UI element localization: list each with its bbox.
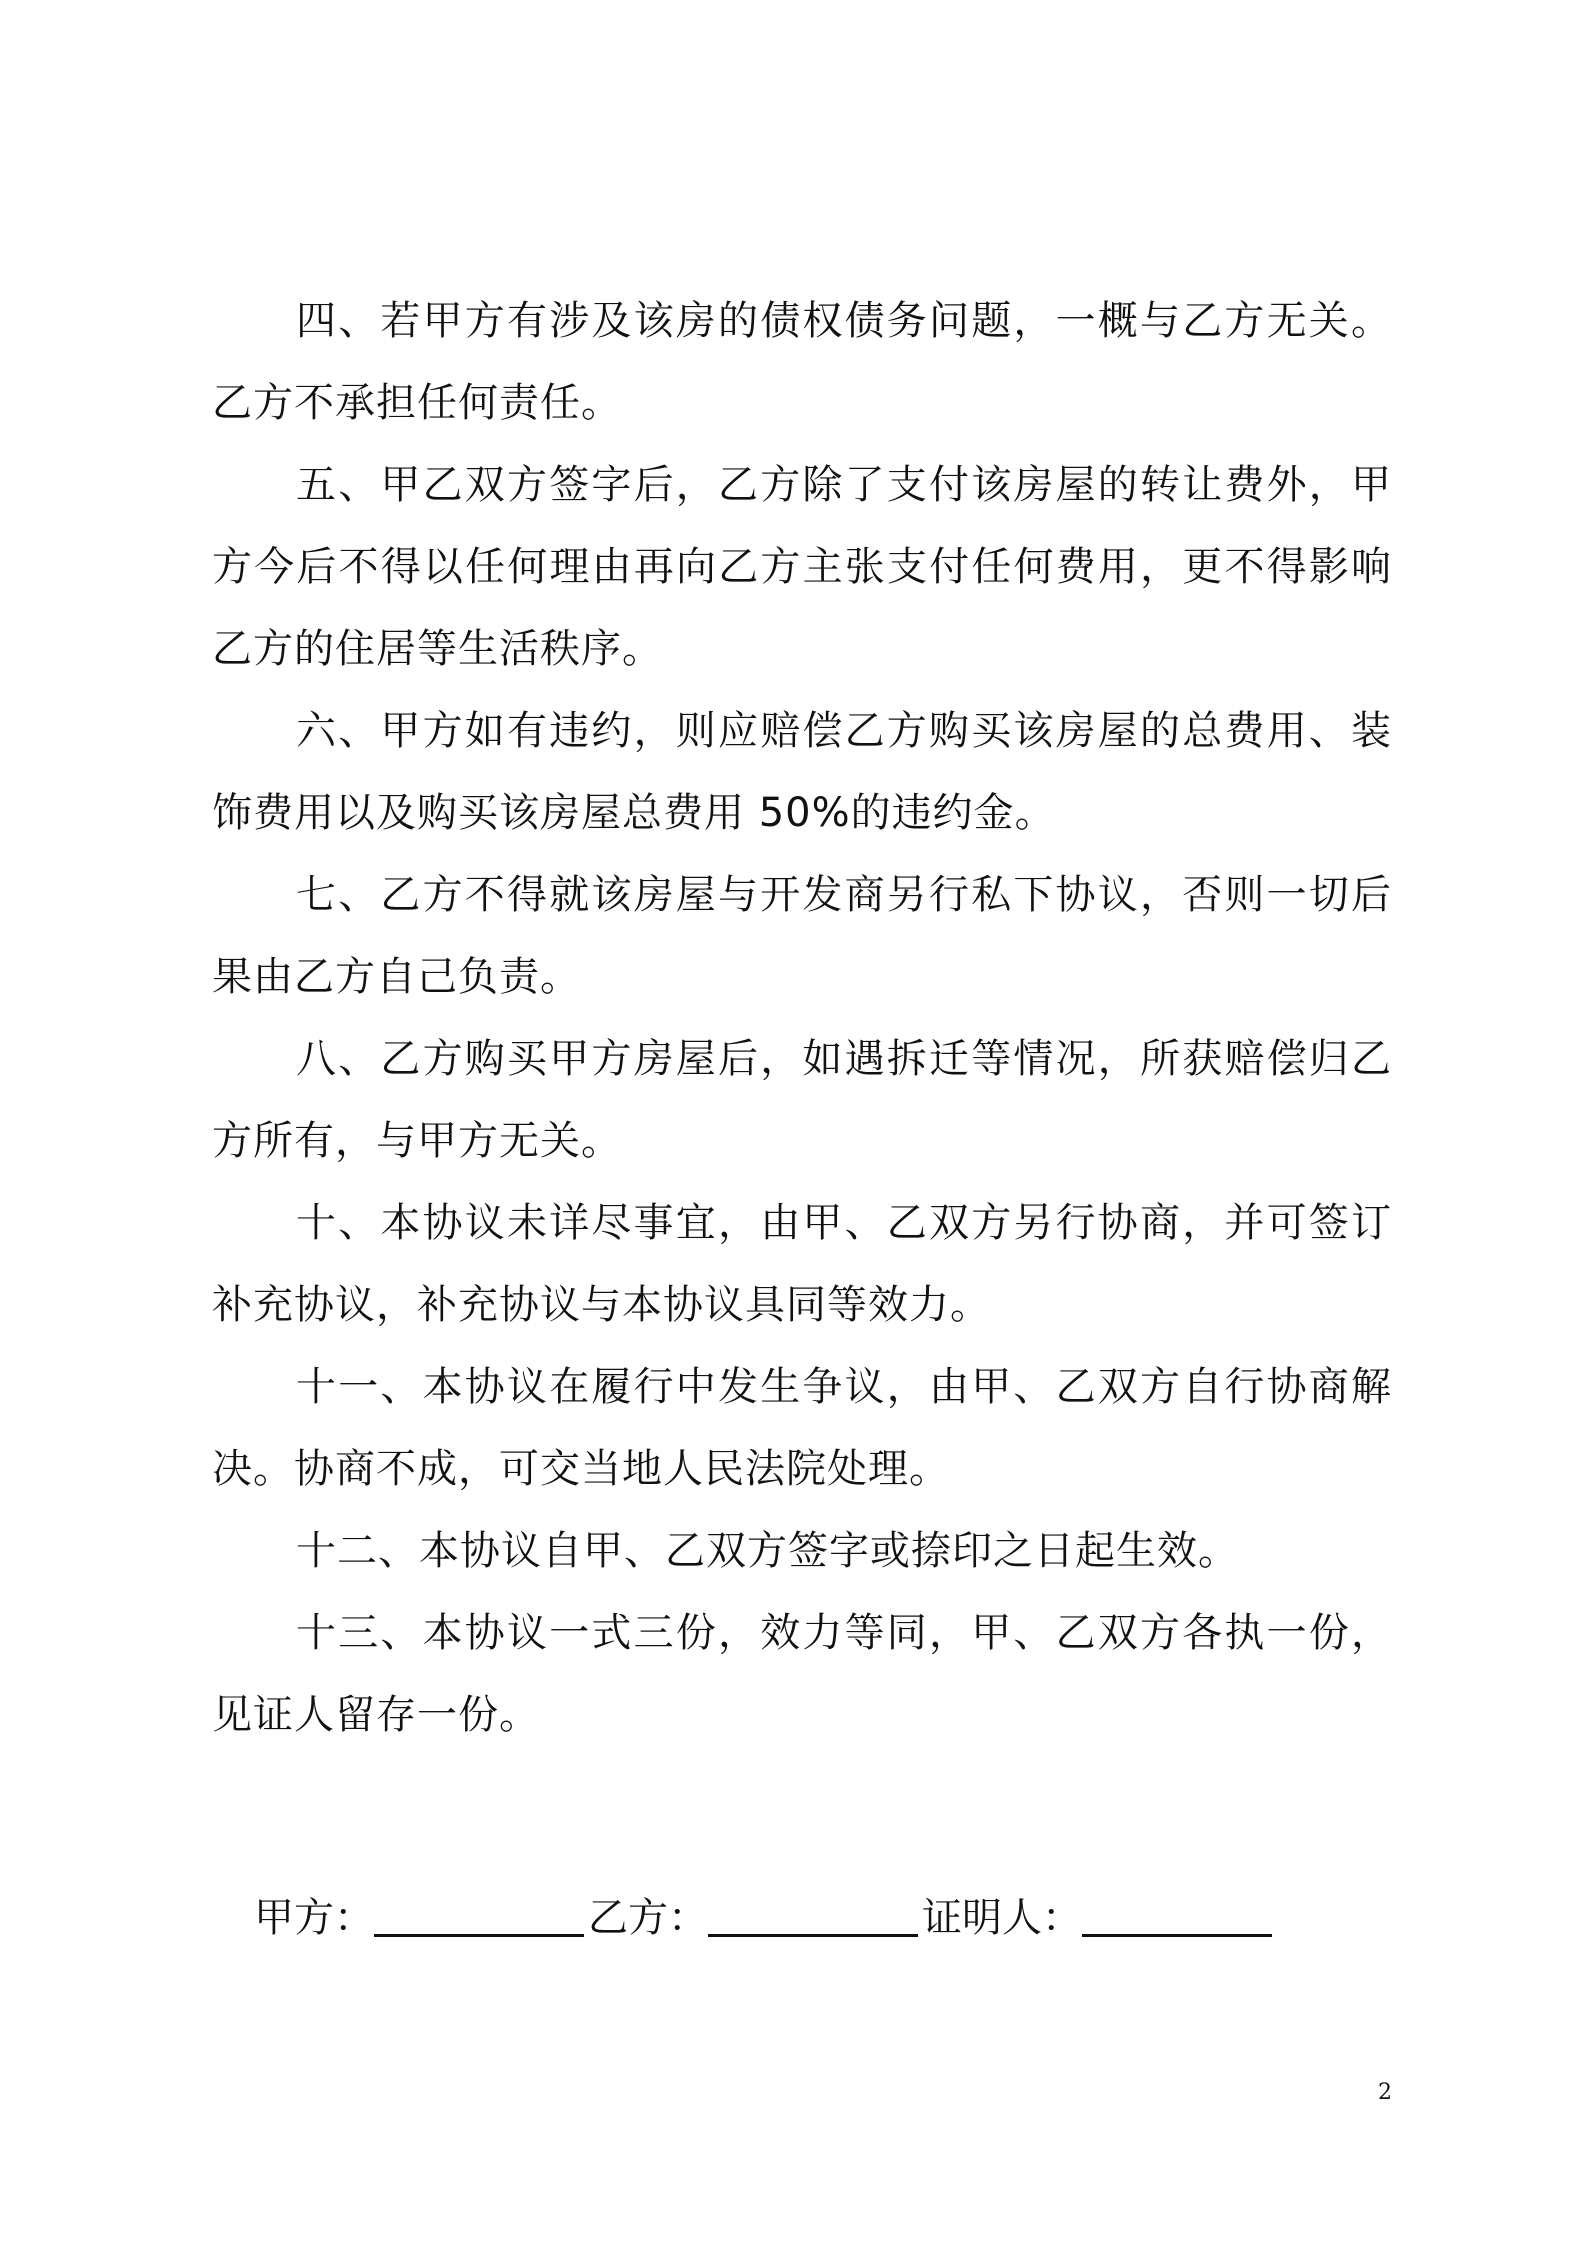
party-a-signature-blank bbox=[374, 1888, 584, 1937]
witness-label: 证明人： bbox=[922, 1895, 1082, 1941]
page-number: 2 bbox=[1378, 2080, 1392, 2105]
clause-5: 五、甲乙双方签字后，乙方除了支付该房屋的转让费外，甲方今后不得以任何理由再向乙方主张支付任何费用，更不得影响乙方的住居等生活秩序。 bbox=[212, 462, 1392, 672]
clause-8: 八、乙方购买甲方房屋后，如遇拆迁等情况，所获赔偿归乙方所有，与甲方无关。 bbox=[212, 1036, 1392, 1164]
party-a-label: 甲方： bbox=[254, 1895, 374, 1941]
clause-7: 七、乙方不得就该房屋与开发商另行私下协议，否则一切后果由乙方自己负责。 bbox=[212, 872, 1392, 1000]
clause-10: 十、本协议未详尽事宜，由甲、乙双方另行协商，并可签订补充协议，补充协议与本协议具同等效力。 bbox=[212, 1200, 1392, 1328]
party-b-label: 乙方： bbox=[588, 1895, 708, 1941]
agreement-clauses bbox=[212, 280, 1392, 1756]
signature-line bbox=[254, 1888, 1276, 1948]
witness-signature-blank bbox=[1082, 1888, 1272, 1937]
clause-12: 十二、本协议自甲、乙双方签字或捺印之日起生效。 bbox=[296, 1528, 1239, 1574]
party-b-signature-blank bbox=[708, 1888, 918, 1937]
clause-6: 六、甲方如有违约，则应赔偿乙方购买该房屋的总费用、装饰费用以及购买该房屋总费用 50%的违约金。 bbox=[212, 708, 1392, 836]
clause-13: 十三、本协议一式三份，效力等同，甲、乙双方各执一份，见证人留存一份。 bbox=[212, 1610, 1392, 1738]
clause-11: 十一、本协议在履行中发生争议，由甲、乙双方自行协商解决。协商不成，可交当地人民法院处理。 bbox=[212, 1364, 1392, 1492]
clause-4: 四、若甲方有涉及该房的债权债务问题，一概与乙方无关。乙方不承担任何责任。 bbox=[212, 298, 1392, 426]
